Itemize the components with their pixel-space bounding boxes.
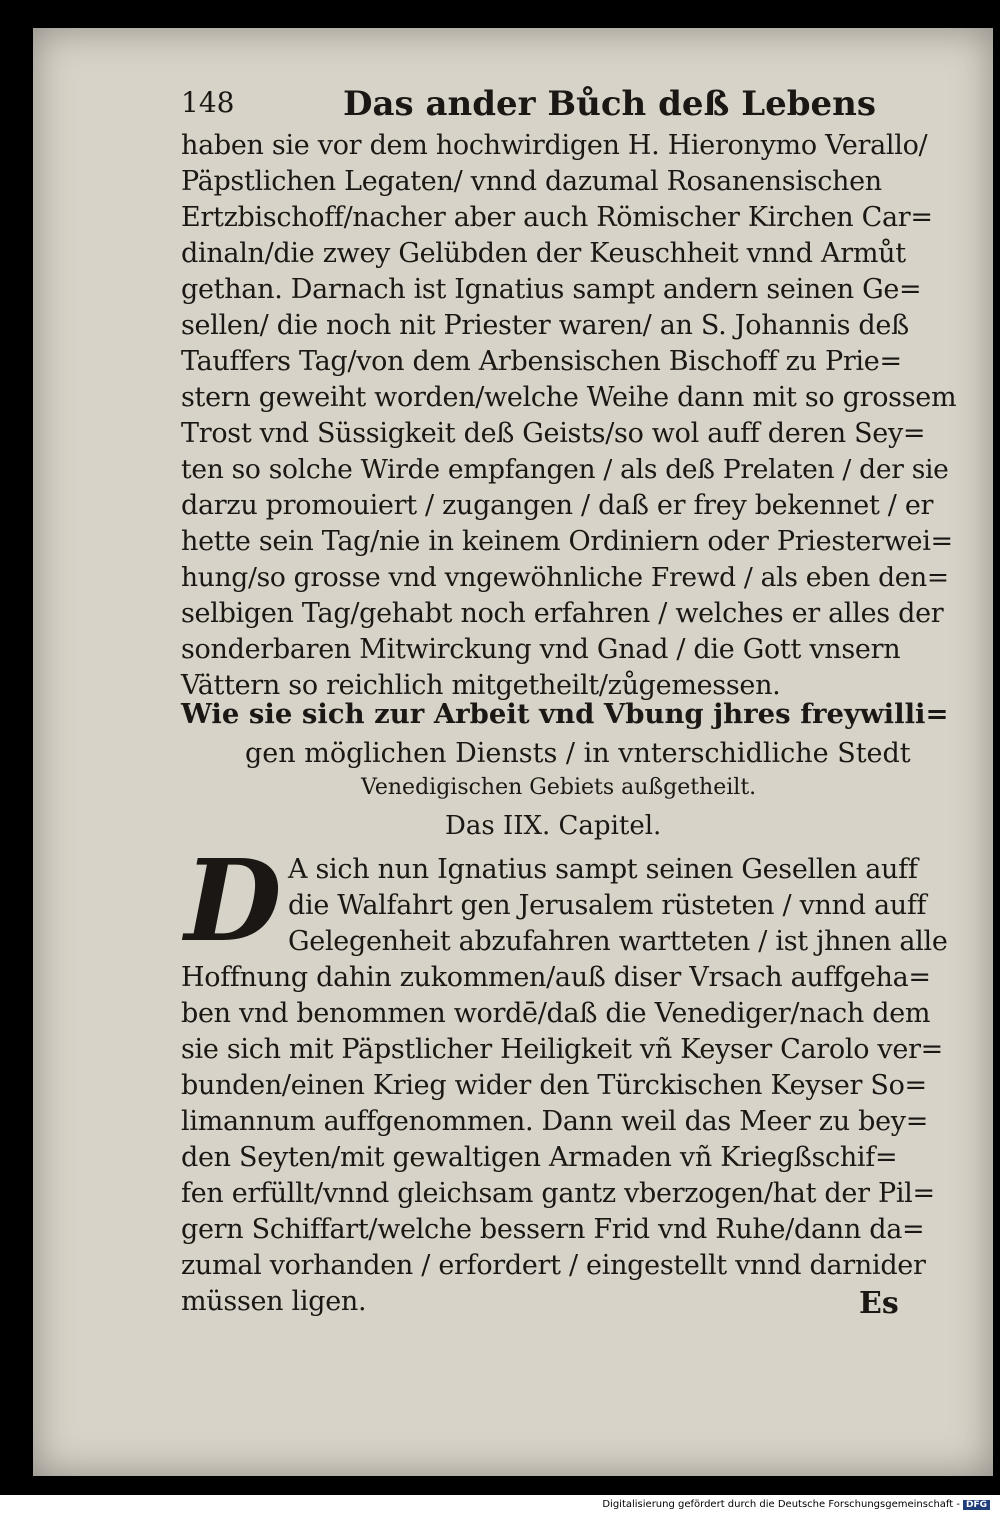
page-number: 148 [181,86,235,119]
text-line: limannum auffgenommen. Dann weil das Meer zu bey= [181,1106,929,1137]
section-heading-line-3: Venedigischen Gebiets außgetheilt. [361,775,757,800]
text-line: sonderbaren Mitwirckung vnd Gnad / die Gott vnsern [181,634,901,665]
text-line: Gelegenheit abzufahren wartteten / ist jhnen alle [288,926,948,957]
section-heading-line-1: Wie sie sich zur Arbeit vnd Vbung jhres freywilli= [181,698,949,730]
text-line: selbigen Tag/gehabt noch erfahren / welches er alles der [181,598,944,629]
credit-text: Digitalisierung gefördert durch die Deutsche Forschungsgemeinschaft - [602,1499,960,1510]
chapter-label: Das IIX. Capitel. [445,811,662,841]
dfg-logo: DFG [963,1500,990,1510]
text-line: sellen/ die noch nit Priester waren/ an S. Johannis deß [181,310,909,341]
text-line: gern Schiffart/welche bessern Frid vnd Ruhe/dann da= [181,1214,925,1245]
text-line: gethan. Darnach ist Ignatius sampt andern seinen Ge= [181,274,922,305]
text-line: A sich nun Ignatius sampt seinen Gesellen auff [288,854,918,885]
text-line: zumal vorhanden / erfordert / eingestellt vnnd darnider [181,1250,926,1281]
text-line: Päpstlichen Legaten/ vnnd dazumal Rosanensischen [181,166,882,197]
text-line: sie sich mit Päpstlicher Heiligkeit vñ Keyser Carolo ver= [181,1034,943,1065]
section-heading-line-2: gen möglichen Diensts / in vnterschidliche Stedt [245,738,911,769]
text-line: hette sein Tag/nie in keinem Ordiniern oder Priesterwei= [181,526,953,557]
text-line: müssen ligen. [181,1286,367,1317]
text-line: Trost vnd Süssigkeit deß Geists/so wol auff deren Sey= [181,418,926,449]
text-line: Vättern so reichlich mitgetheilt/zůgemessen. [181,670,781,701]
book-page [33,28,993,1476]
digitization-credit [602,1499,990,1510]
text-line: ten so solche Wirde empfangen / als deß Prelaten / der sie [181,454,949,485]
text-line: darzu promouiert / zugangen / daß er frey bekennet / er [181,490,934,521]
running-title: Das ander Bůch deß Lebens [343,84,876,124]
text-line: dinaln/die zwey Gelübden der Keuschheit vnnd Armůt [181,238,906,269]
text-line: ben vnd benommen wordē/daß die Venediger/nach dem [181,998,931,1029]
drop-initial: D [184,836,282,967]
text-line: haben sie vor dem hochwirdigen H. Hieronymo Verallo/ [181,130,928,161]
text-line: Ertzbischoff/nacher aber auch Römischer Kirchen Car= [181,202,933,233]
catchword: Es [859,1286,899,1321]
text-line: bunden/einen Krieg wider den Türckischen Keyser So= [181,1070,927,1101]
text-line: die Walfahrt gen Jerusalem rüsteten / vnnd auff [288,890,927,921]
text-line: Tauffers Tag/von dem Arbensischen Bischoff zu Prie= [181,346,902,377]
text-line: den Seyten/mit gewaltigen Armaden vñ Kriegßschif= [181,1142,898,1173]
text-line: stern geweiht worden/welche Weihe dann mit so grossem [181,382,957,413]
text-line: hung/so grosse vnd vngewöhnliche Frewd / als eben den= [181,562,949,593]
text-line: Hoffnung dahin zukommen/auß diser Vrsach auffgeha= [181,962,931,993]
text-line: fen erfüllt/vnnd gleichsam gantz vberzogen/hat der Pil= [181,1178,935,1209]
